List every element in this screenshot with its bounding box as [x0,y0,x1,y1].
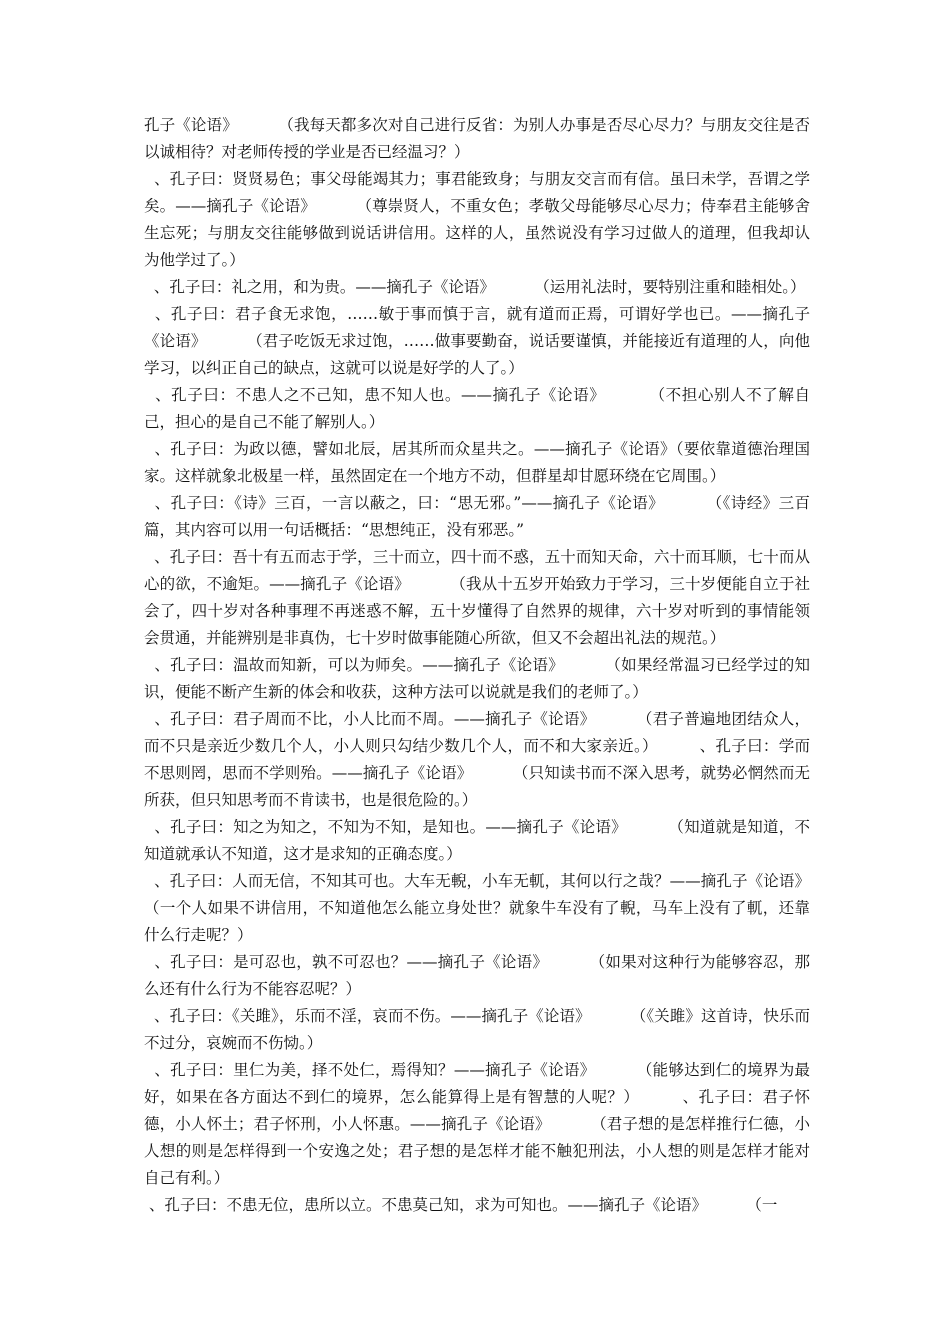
paragraph: 、孔子曰：《关雎》，乐而不淫，哀而不伤。——摘孔子《论语》 （《关雎》这首诗，快乐而不过分，哀婉而不伤恸。） [144,1007,811,1052]
paragraph: 、孔子曰：不患人之不己知，患不知人也。——摘孔子《论语》 （不担心别人不了解自己，担心的是自己不能了解别人。） [144,386,810,431]
paragraph: 、孔子曰：礼之用，和为贵。——摘孔子《论语》 （运用礼法时，要特别注重和睦相处。） [144,278,806,296]
paragraph: 、孔子曰：《诗》三百，一言以蔽之，曰：“思无邪。”——摘孔子《论语》 （《诗经》三百篇，其内容可以用一句话概括：“思想纯正，没有邪恶。” [144,494,810,539]
paragraph: 、孔子曰：里仁为美，择不处仁，焉得知？——摘孔子《论语》 （能够达到仁的境界为最好，如果在各方面达不到仁的境界，怎么能算得上是有智慧的人呢？） 、孔子曰：君子怀德，小人怀土；君子怀刑，小人怀惠。——摘孔子《论语》 （君子想的是怎样推行仁德，小人想的则是怎样得到一个安逸之处；君子想的是怎样才能不触犯刑法，小人想的则是怎样才能对自己有利。） [144,1061,810,1187]
paragraph: 、孔子曰：知之为知之，不知为不知，是知也。——摘孔子《论语》 （知道就是知道，不知道就承认不知道，这才是求知的正确态度。） [144,818,810,863]
paragraph: 、孔子曰：为政以德，譬如北辰，居其所而众星共之。——摘孔子《论语》（要依靠道德治理国家。这样就象北极星一样，虽然固定在一个地方不动，但群星却甘愿环绕在它周围。） [144,440,810,485]
paragraph: 、孔子曰：君子周而不比，小人比而不周。——摘孔子《论语》 （君子普遍地团结众人，而不只是亲近少数几个人，小人则只勾结少数几个人，而不和大家亲近。） 、孔子曰：学而不思则罔，思而不学则殆。——摘孔子《论语》 （只知读书而不深入思考，就势必惘然而无所获，但只知思考而不肯读书，也是很危险的。） [144,710,810,809]
paragraph: 、孔子曰：君子食无求饱，……敏于事而慎于言，就有道而正焉，可谓好学也已。——摘孔子《论语》 （君子吃饭无求过饱，……做事要勤奋，说话要谨慎，并能接近有道理的人，向他学习，以纠正自己的缺点，这就可以说是好学的人了。） [144,305,810,377]
paragraph: 、孔子曰：吾十有五而志于学，三十而立，四十而不惑，五十而知天命，六十而耳顺，七十而从心的欲，不逾矩。——摘孔子《论语》 （我从十五岁开始致力于学习，三十岁便能自立于社会了，四十岁对各种事理不再迷惑不解，五十岁懂得了自然界的规律，六十岁对听到的事情能领会贯通，并能辨别是非真伪，七十岁时做事能随心所欲，但又不会超出礼法的规范。） [144,548,810,647]
paragraph: 、孔子曰：温故而知新，可以为师矣。——摘孔子《论语》 （如果经常温习已经学过的知识，便能不断产生新的体会和收获，这种方法可以说就是我们的老师了。） [144,656,810,701]
paragraph: 、孔子曰：不患无位，患所以立。不患莫己知，求为可知也。——摘孔子《论语》 （一 [144,1196,778,1214]
document-body [144,112,850,1219]
paragraph: 孔子《论语》 （我每天都多次对自己进行反省：为别人办事是否尽心尽力？与朋友交往是否以诚相待？对老师传授的学业是否已经温习？） [144,116,810,161]
paragraph: 、孔子曰：人而无信，不知其可也。大车无輗，小车无軏，其何以行之哉？——摘孔子《论语》 （一个人如果不讲信用，不知道他怎么能立身处世？就象牛车没有了輗，马车上没有了軏，还靠什么行走呢？） [144,872,850,944]
paragraph: 、孔子曰：贤贤易色；事父母能竭其力；事君能致身；与朋友交言而有信。虽曰未学，吾谓之学矣。——摘孔子《论语》 （尊崇贤人，不重女色；孝敬父母能够尽心尽力；侍奉君主能够舍生忘死；与朋友交往能够做到说话讲信用。这样的人，虽然说没有学习过做人的道理，但我却认为他学过了。） [144,170,810,269]
paragraph: 、孔子曰：是可忍也，孰不可忍也？——摘孔子《论语》 （如果对这种行为能够容忍，那么还有什么行为不能容忍呢？） [144,953,810,998]
